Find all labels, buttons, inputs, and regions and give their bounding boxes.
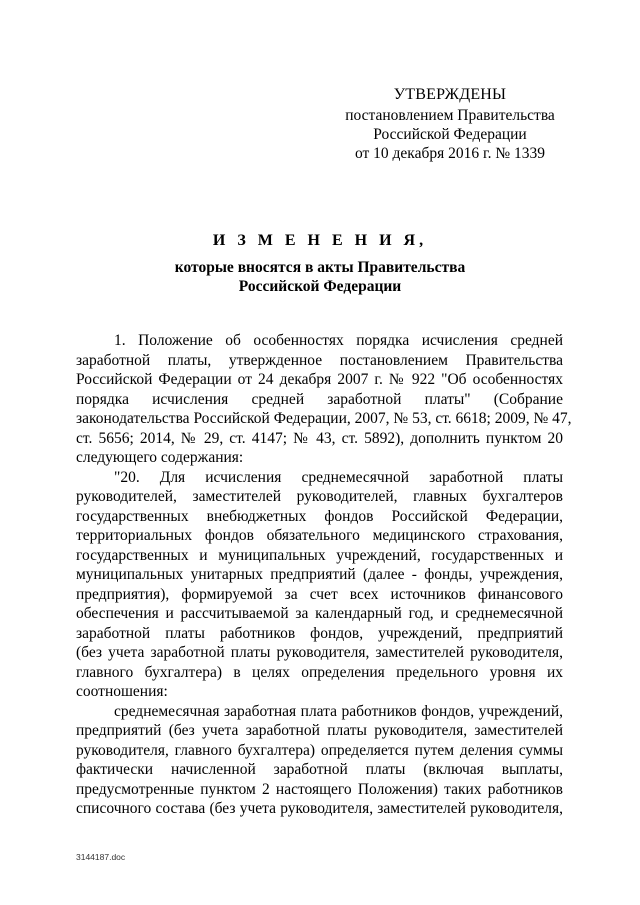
- body-line: заработной платы работников фондов, учреждений, предприятий: [76, 624, 563, 642]
- approval-title: УТВЕРЖДЕНЫ: [393, 86, 507, 103]
- heading-title: И З М Е Н Е Н И Я,: [212, 232, 428, 249]
- document-heading: [72, 232, 568, 296]
- body-line: законодательства Российской Федерации, 2007, № 53, ст. 6618; 2009, № 47,: [76, 410, 572, 427]
- body-line: руководителей, заместителей руководителей, главных бухгалтеров: [76, 488, 563, 505]
- body-line: заработной платы, утвержденное постановлением Правительства: [76, 351, 563, 369]
- body-line: руководителя, главного бухгалтера) определяется путем деления суммы: [76, 741, 563, 759]
- body-line: "20. Для исчисления среднемесячной заработной платы: [114, 468, 563, 486]
- body-line: территориальных фондов обязательного медицинского страхования,: [76, 527, 563, 544]
- document-body: [76, 331, 572, 819]
- heading-subtitle-2: Российской Федерации: [238, 278, 402, 295]
- body-line: государственных внебюджетных фондов Российской Федерации,: [76, 507, 563, 525]
- body-line: обеспечения и рассчитываемой за календарный год, и среднемесячной: [76, 605, 563, 622]
- body-line: порядка исчисления средней заработной платы" (Собрание: [76, 390, 563, 408]
- approval-line-1: постановлением Правительства: [345, 107, 555, 124]
- body-line: предусмотренные пунктом 2 настоящего Положения) таких работников: [76, 780, 563, 798]
- approval-block: [330, 85, 570, 163]
- body-line: среднемесячная заработная плата работников фондов, учреждений,: [114, 702, 563, 720]
- body-line: ст. 5656; 2014, № 29, ст. 4147; № 43, ст. 5892), дополнить пунктом 20: [76, 429, 563, 447]
- approval-line-3: от 10 декабря 2016 г. № 1339: [354, 145, 546, 162]
- body-line: предприятия), формируемой за счет всех источников финансового: [76, 585, 563, 603]
- body-line: фактически начисленной заработной платы (включая выплаты,: [76, 761, 563, 778]
- body-line: следующего содержания:: [76, 449, 244, 466]
- body-line: соотношения:: [76, 683, 168, 700]
- footer-filename: 3144187.doc: [76, 852, 126, 862]
- body-line: (без учета заработной платы руководителя, заместителей руководителя,: [76, 644, 563, 661]
- body-line: 1. Положение об особенностях порядка исчисления средней: [114, 332, 563, 349]
- approval-line-2: Российской Федерации: [373, 126, 527, 143]
- heading-subtitle-1: которые вносятся в акты Правительства: [174, 259, 466, 276]
- body-line: Российской Федерации от 24 декабря 2007 г. № 922 "Об особенностях: [76, 371, 563, 388]
- body-line: списочного состава (без учета руководителя, заместителей руководителя,: [76, 800, 563, 817]
- body-line: главного бухгалтера) в целях определения предельного уровня их: [76, 663, 563, 681]
- body-line: государственных и муниципальных учреждений, государственных и: [76, 546, 563, 564]
- body-line: муниципальных унитарных предприятий (далее - фонды, учреждения,: [76, 566, 563, 583]
- body-line: предприятий (без учета заработной платы руководителя, заместителей: [76, 722, 563, 739]
